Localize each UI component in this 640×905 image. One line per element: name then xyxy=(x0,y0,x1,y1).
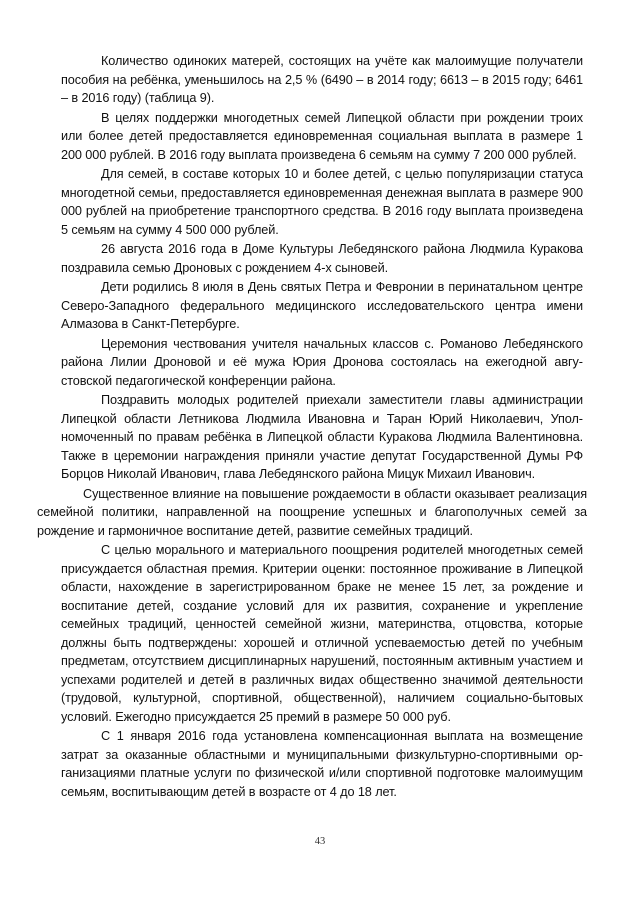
paragraph-congratulations: Поздравить молодых родителей приехали заместители главы администрации Липецкой области Летникова Людмила Ивановна и Таран Юрий Николаевич, Уполномоченный по правам ребёнка в Липецкой области Куракова Людмила Валентиновна. Также в церемонии награждения приняли участие депутат Государственной Думы РФ Борцов Николай Иванович, глава Лебедянского района Мицук Михаил Иванович. xyxy=(61,393,583,481)
paragraph-dronov-family: 26 августа 2016 года в Доме Культуры Лебедянского района Людмила Куракова поздравила семью Дроновых с рождением 4-х сыновей. xyxy=(61,242,583,275)
paragraph-ceremony: Церемония чествования учителя начальных классов с. Романово Лебедянского района Лилии Дроновой и её мужа Юрия Дронова состоялась на ежегодной августовской педагогической конференции района. xyxy=(61,336,583,388)
paragraph-sports-compensation: С 1 января 2016 года установлена компенсационная выплата на возмещение затрат за оказанные областными и муниципальными физкультурно-спортивными организациями платные услуги по физической и/или спортивной подготовке малоимущим семьям, воспитывающим детей в возрасте от 4 до 18 лет. xyxy=(61,729,583,799)
page-number: 43 xyxy=(314,836,326,847)
paragraph-large-family-payment: В целях поддержки многодетных семей Липецкой области при рождении троих или более детей предоставляется единовременная социальная выплата в размере 1 200 000 рублей. В 2016 году выплата произведена 6 семьям на сумму 7 200 000 рублей. xyxy=(61,110,583,162)
paragraph-vehicle-payment: Для семей, в составе которых 10 и более детей, с целью популяризации статуса многодетной семьи, предоставляется единовременная денежная выплата в размере 900 000 рублей на приобретение транспортного средства. В 2016 году выплата произведена 5 семьям на сумму 4 500 000 рублей. xyxy=(61,167,583,237)
paragraph-family-policy: Существенное влияние на повышение рождаемости в области оказывает реализация семейной политики, направленной на поощрение успешных и благополучных семей за рождение и гармоничное воспитание детей, развитие семейных традиций. xyxy=(37,486,587,538)
document-page xyxy=(37,52,587,801)
paragraph-children-birth: Дети родились 8 июля в День святых Петра и Февронии в перинатальном центре Северо-Западного федерального медицинского исследовательского центра имени Алмазова в Санкт-Петербурге. xyxy=(61,280,583,331)
paragraph-single-mothers: Количество одиноких матерей, состоящих на учёте как малоимущие получатели пособия на ребёнка, уменьшилось на 2,5 % (6490 – в 2014 году; 6613 – в 2015 году; 6461 – в 2016 году) (таблица 9). xyxy=(61,54,583,105)
paragraph-regional-award: С целью морального и материального поощрения родителей многодетных семей присуждается областная премия. Критерии оценки: постоянное проживание в Липецкой области, нахождение в зарегистрированном браке не менее 15 лет, за рождение и воспитание детей, создание условий для их развития, сохранение и укрепление семейных традиций, ценностей семейной жизни, материнства, отцовства, которые должны быть подтверждены: хорошей и отличной успеваемостью детей по учебным предметам, отсутствием дисциплинарных нарушений, постоянным активным участием и успехами родителей и детей в различных видах общественно значимой деятельности (трудовой, культурной, спортивной, общественной), наличием социально-бытовых условий. Ежегодно присуждается 25 премий в размере 50 000 руб. xyxy=(61,543,583,724)
